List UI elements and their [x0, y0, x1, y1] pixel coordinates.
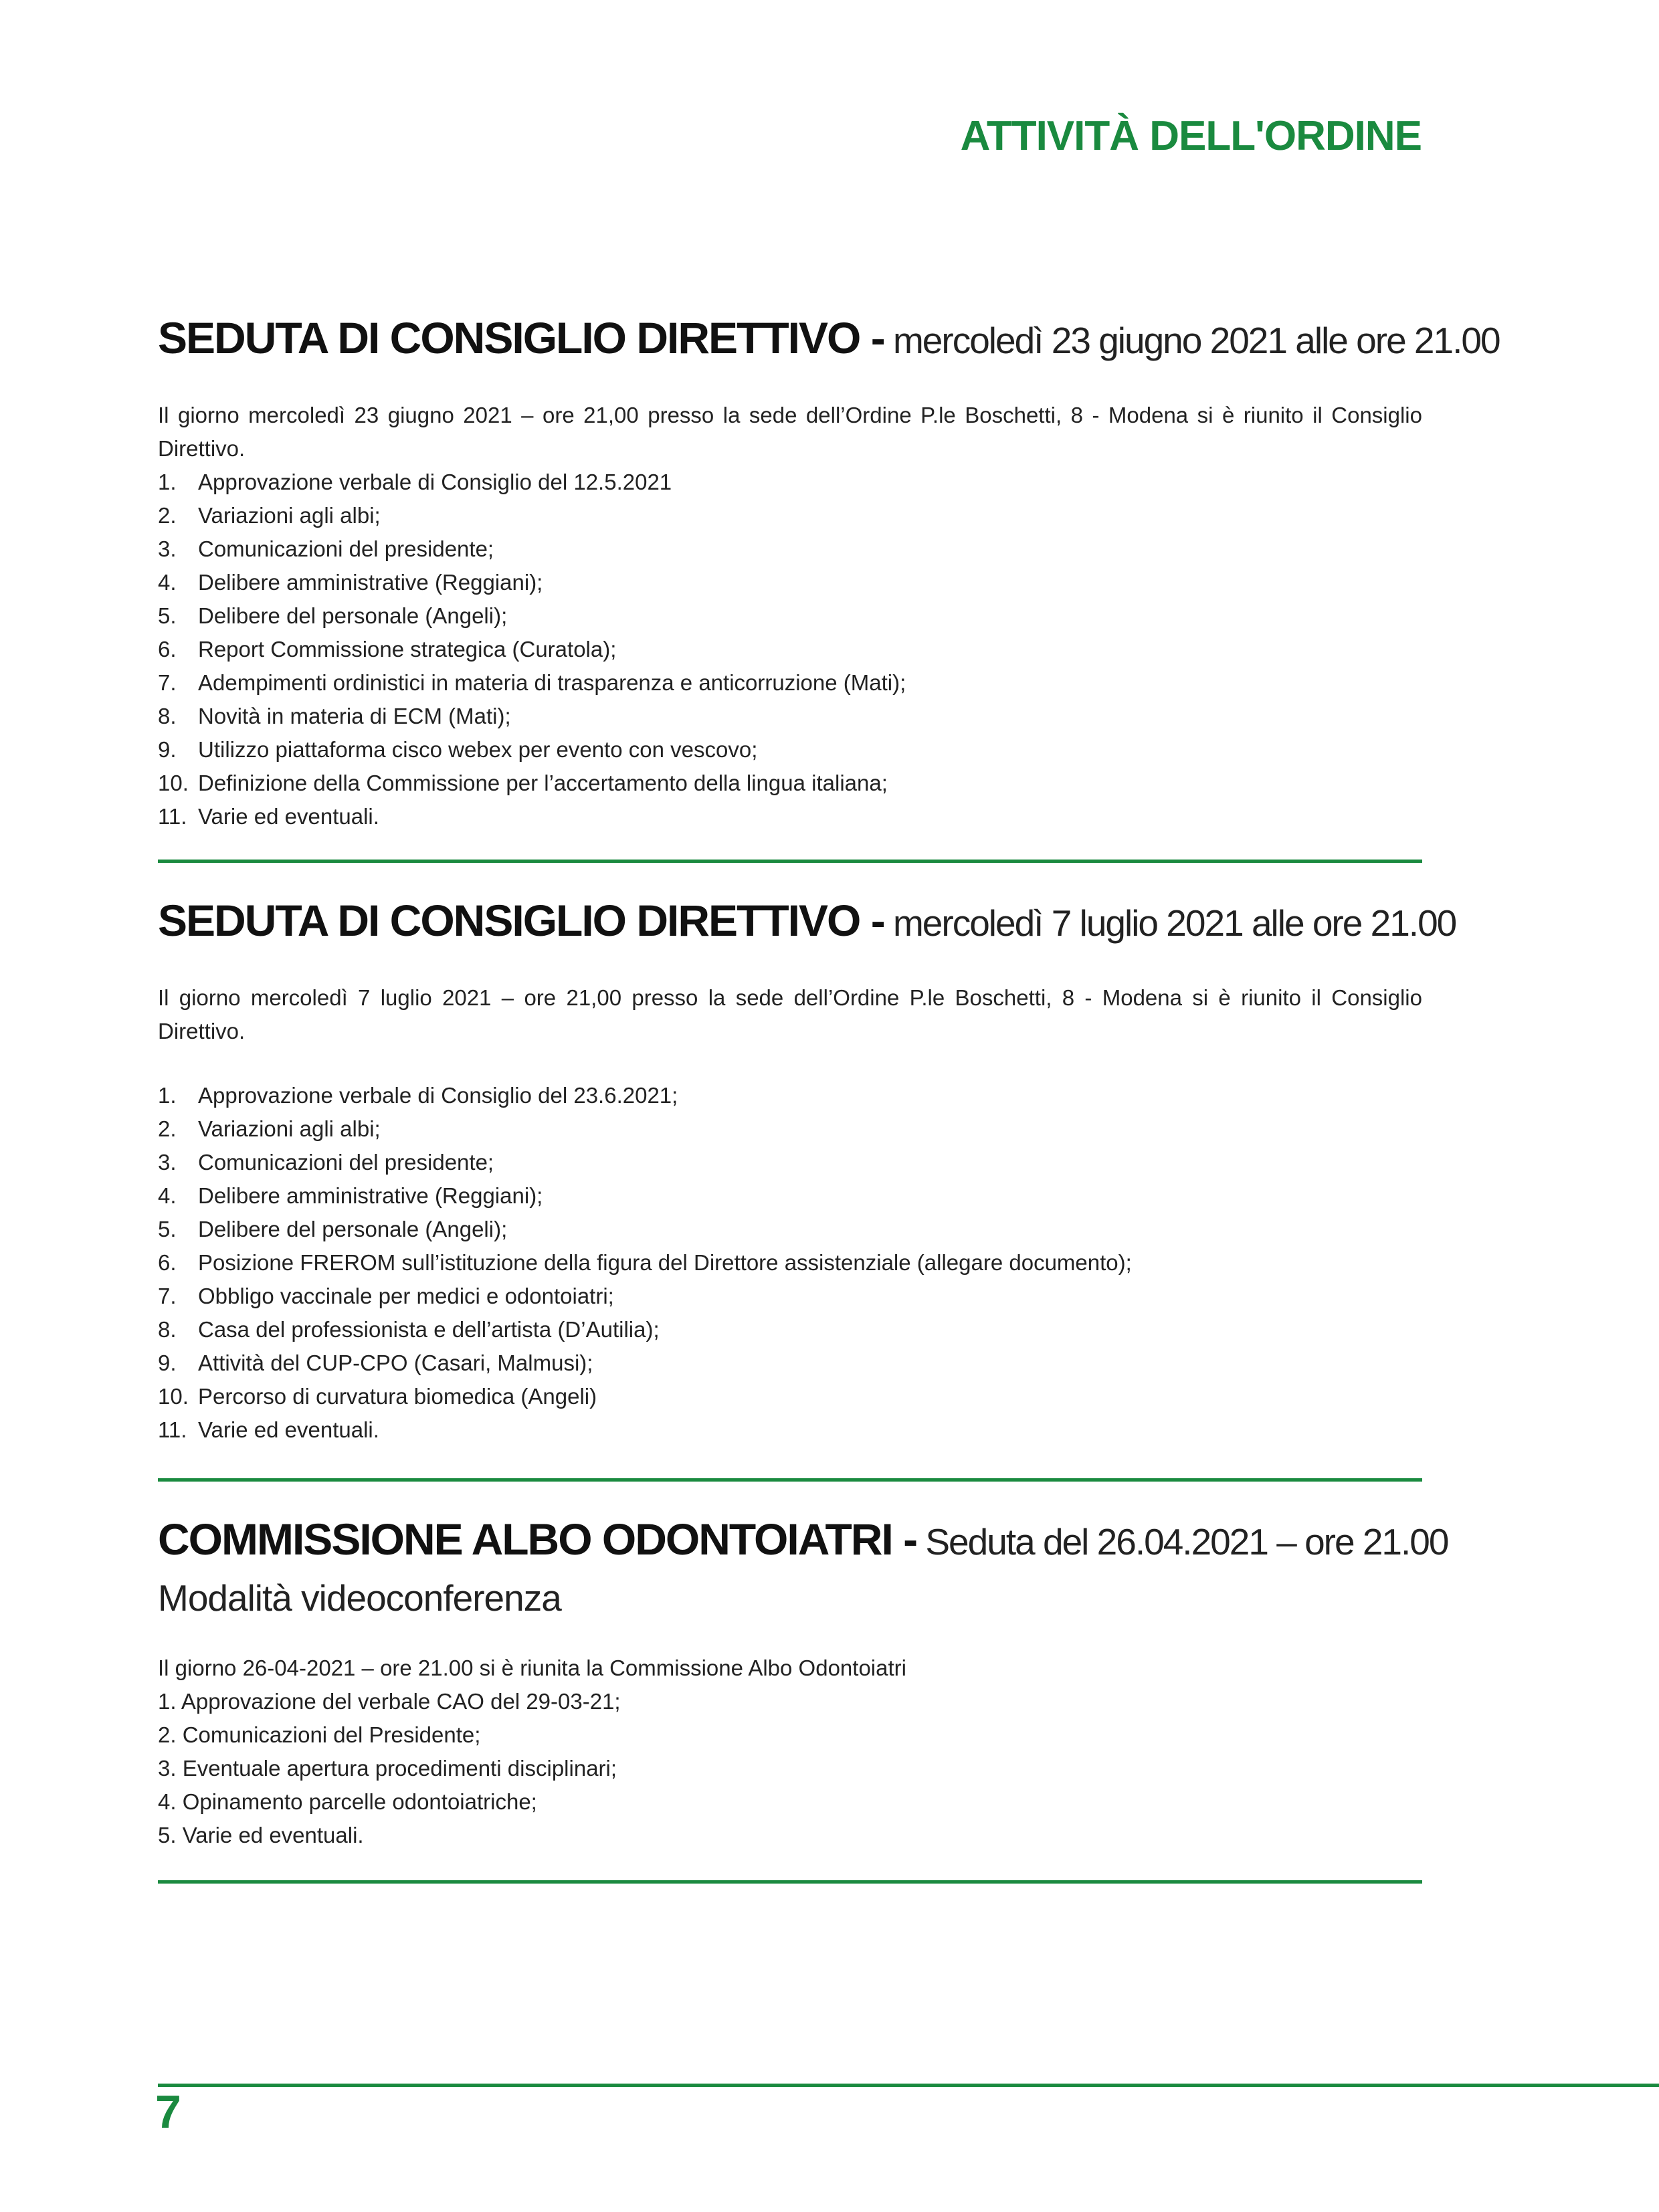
agenda-item	[158, 1112, 1422, 1146]
section-consiglio-23-giugno	[158, 313, 1500, 833]
section-heading-bold: COMMISSIONE ALBO ODONTOIATRI -	[158, 1514, 917, 1564]
agenda-item-text: Delibere del personale (Angeli);	[198, 1217, 508, 1241]
agenda-item-text: Approvazione verbale di Consiglio del 12.5.2021	[198, 470, 672, 494]
agenda-item-text: Varie ed eventuali.	[198, 1417, 379, 1442]
page-header-title: ATTIVITÀ DELL'ORDINE	[960, 113, 1422, 159]
agenda-item	[158, 466, 1422, 499]
agenda-item-text: Delibere amministrative (Reggiani);	[198, 570, 543, 595]
agenda-item	[158, 499, 1422, 532]
agenda-item-number: 5.	[158, 603, 177, 628]
agenda-item-number: 1.	[158, 1083, 177, 1108]
agenda-item-number: 11.	[158, 804, 187, 829]
agenda-item	[158, 800, 1422, 833]
agenda-item	[158, 1380, 1422, 1413]
agenda-item	[158, 767, 1422, 800]
agenda-item-number: 3.	[158, 536, 177, 561]
section-heading-bold: SEDUTA DI CONSIGLIO DIRETTIVO -	[158, 896, 884, 945]
agenda-item-text: Posizione FREROM sull’istituzione della figura del Direttore assistenziale (allegare documento);	[198, 1250, 1132, 1275]
agenda-line: 4. Opinamento parcelle odontoiatriche;	[158, 1789, 537, 1814]
agenda-line: 5. Varie ed eventuali.	[158, 1823, 364, 1847]
agenda-item-number: 3.	[158, 1150, 177, 1175]
agenda-item	[158, 666, 1422, 700]
agenda-item	[158, 566, 1422, 599]
agenda-item-text: Obbligo vaccinale per medici e odontoiatri;	[198, 1284, 614, 1308]
agenda-item	[158, 1079, 1422, 1112]
agenda-item-number: 1.	[158, 470, 177, 494]
section-divider	[158, 860, 1422, 863]
agenda-item-number: 5.	[158, 1217, 177, 1241]
agenda-item-number: 11.	[158, 1417, 187, 1442]
agenda-list	[158, 466, 1422, 833]
agenda-item-number: 8.	[158, 1317, 177, 1342]
agenda-line: 2. Comunicazioni del Presidente;	[158, 1722, 481, 1747]
agenda-item	[158, 1179, 1422, 1213]
agenda-item-text: Comunicazioni del presidente;	[198, 1150, 494, 1175]
section-consiglio-7-luglio	[158, 896, 1456, 1447]
section-intro: Il giorno mercoledì 23 giugno 2021 – ore 21,00 presso la sede dell’Ordine P.le Boschetti, 8 - Modena si è riunito il Consiglio Direttivo.	[158, 403, 1422, 461]
agenda-item-text: Delibere amministrative (Reggiani);	[198, 1183, 543, 1208]
section-heading	[158, 896, 1456, 945]
agenda-item	[158, 1246, 1422, 1280]
agenda-item-text: Definizione della Commissione per l’accertamento della lingua italiana;	[198, 771, 888, 795]
agenda-item-text: Attività del CUP-CPO (Casari, Malmusi);	[198, 1350, 593, 1375]
agenda-item-text: Report Commissione strategica (Curatola);	[198, 637, 617, 662]
agenda-item-number: 4.	[158, 570, 177, 595]
section-heading-date: Seduta del 26.04.2021 – ore 21.00	[916, 1521, 1448, 1563]
agenda-item-number: 2.	[158, 503, 177, 528]
agenda-item	[158, 1280, 1422, 1313]
agenda-item	[158, 1146, 1422, 1179]
agenda-item	[158, 1346, 1422, 1380]
section-heading	[158, 1514, 1448, 1564]
agenda-item-text: Adempimenti ordinistici in materia di trasparenza e anticorruzione (Mati);	[198, 670, 906, 695]
agenda-item-text: Comunicazioni del presidente;	[198, 536, 494, 561]
agenda-item	[158, 1313, 1422, 1346]
agenda-item-text: Casa del professionista e dell’artista (D’Autilia);	[198, 1317, 660, 1342]
agenda-item-text: Utilizzo piattaforma cisco webex per evento con vescovo;	[198, 737, 758, 762]
agenda-item-number: 7.	[158, 670, 177, 695]
agenda-item	[158, 700, 1422, 733]
footer-divider	[158, 2084, 1659, 2087]
agenda-item	[158, 1413, 1422, 1447]
agenda-item-number: 6.	[158, 637, 177, 662]
section-heading-date: mercoledì 23 giugno 2021 alle ore 21.00	[884, 320, 1500, 361]
agenda-item-number: 10.	[158, 1384, 189, 1409]
section-divider	[158, 1880, 1422, 1884]
section-heading-bold: SEDUTA DI CONSIGLIO DIRETTIVO -	[158, 313, 884, 363]
section-commissione-albo-odontoiatri	[158, 1514, 1448, 1852]
agenda-item-text: Varie ed eventuali.	[198, 804, 379, 829]
agenda-item	[158, 532, 1422, 566]
agenda-item-number: 6.	[158, 1250, 177, 1275]
agenda-item-number: 4.	[158, 1183, 177, 1208]
agenda-item-text: Approvazione verbale di Consiglio del 23.6.2021;	[198, 1083, 678, 1108]
agenda-item-text: Novità in materia di ECM (Mati);	[198, 704, 511, 728]
section-heading-date: mercoledì 7 luglio 2021 alle ore 21.00	[884, 902, 1456, 944]
agenda-item-text: Variazioni agli albi;	[198, 1116, 381, 1141]
section-intro: Il giorno mercoledì 7 luglio 2021 – ore 21,00 presso la sede dell’Ordine P.le Boschetti, 8 - Modena si è riunito il Consiglio Direttivo.	[158, 985, 1422, 1043]
agenda-item-number: 10.	[158, 771, 189, 795]
section-divider	[158, 1478, 1422, 1482]
agenda-item-number: 8.	[158, 704, 177, 728]
agenda-item-number: 7.	[158, 1284, 177, 1308]
agenda-item-number: 9.	[158, 1350, 177, 1375]
agenda-item-text: Variazioni agli albi;	[198, 503, 381, 528]
agenda-item	[158, 733, 1422, 767]
agenda-line: 1. Approvazione del verbale CAO del 29-03-21;	[158, 1689, 621, 1714]
agenda-item	[158, 1213, 1422, 1246]
agenda-item-text: Delibere del personale (Angeli);	[198, 603, 508, 628]
page-number: 7	[155, 2086, 181, 2138]
agenda-item-number: 9.	[158, 737, 177, 762]
section-subheading: Modalità videoconferenza	[158, 1577, 561, 1619]
agenda-line: 3. Eventuale apertura procedimenti disciplinari;	[158, 1756, 617, 1781]
agenda-item	[158, 633, 1422, 666]
section-intro: Il giorno 26-04-2021 – ore 21.00 si è riunita la Commissione Albo Odontoiatri	[158, 1655, 906, 1680]
section-heading	[158, 313, 1500, 363]
agenda-item-text: Percorso di curvatura biomedica (Angeli)	[198, 1384, 597, 1409]
agenda-item	[158, 599, 1422, 633]
agenda-list	[158, 1079, 1422, 1447]
agenda-item-number: 2.	[158, 1116, 177, 1141]
